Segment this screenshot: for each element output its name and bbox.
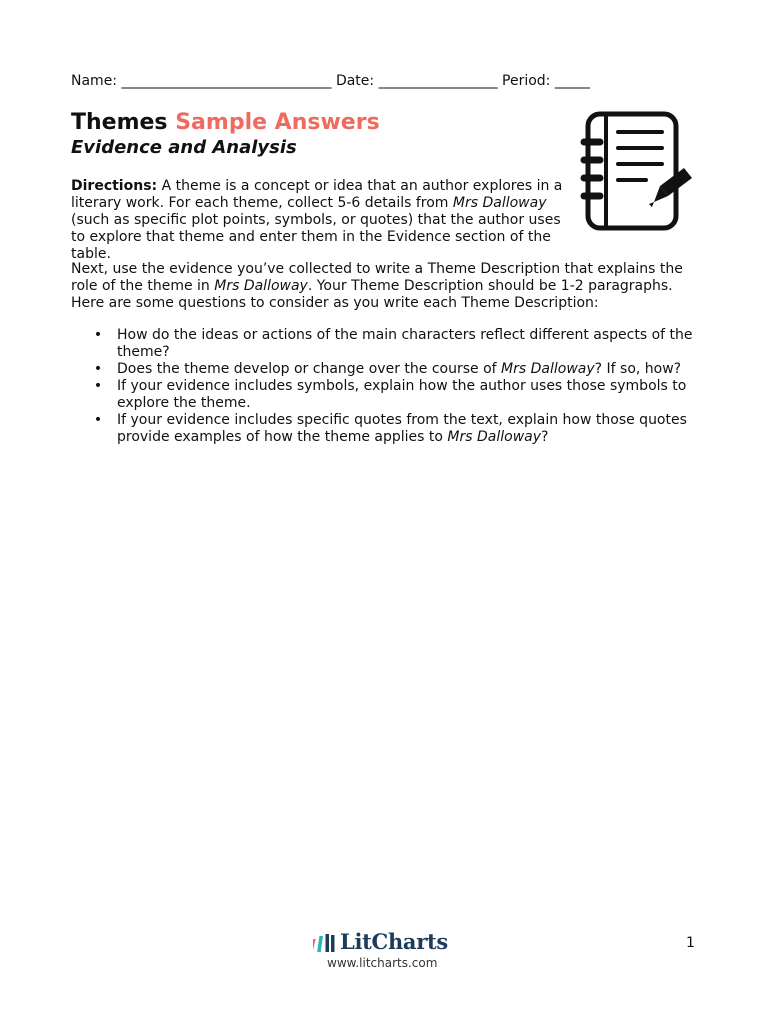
directions-paragraph [71,178,571,263]
bullet-text: If your evidence includes symbols, explain how the author uses those symbols to explore the theme. [117,378,687,411]
bullet-text: How do the ideas or actions of the main characters reflect different aspects of the theme? [117,327,693,360]
question-list [71,327,701,446]
next-text-2: . Your Theme Description should be 1-2 paragraphs. Here are some questions to consider as you write each Theme Description: [71,278,673,311]
name-blank: ______________________________ [121,73,332,89]
logo-wordmark: LitCharts [340,929,448,954]
book-title: Mrs Dalloway [452,195,547,211]
bullet-text: Does the theme develop or change over the course of [117,361,502,377]
bullet-icon: • [93,361,103,377]
period-label: Period: [502,73,551,89]
directions-text-1: A theme is a concept or idea that an author explores in a literary work. For each theme, collect 5-6 details from [71,178,563,211]
bullet-icon: • [93,378,103,394]
page-title [71,108,380,138]
title-main: Themes [71,110,168,135]
site-url[interactable]: www.litcharts.com [327,956,438,970]
directions-label: Directions: [71,178,158,194]
bullet-text: ? If so, how? [594,361,682,377]
student-info-line [71,72,671,90]
period-blank: _____ [554,73,590,89]
title-accent: Sample Answers [175,110,380,135]
book-title: Mrs Dalloway [447,429,542,445]
book-title: Mrs Dalloway [501,361,595,377]
bullet-text: ? [541,429,549,445]
notebook-pencil-icon [576,108,696,234]
bullet-text: If your evidence includes specific quotes from the text, explain how those quotes provide examples of how the theme applies to [117,412,687,445]
name-label: Name: [71,73,118,89]
bullet-icon: • [93,327,103,343]
list-item [71,327,701,361]
next-text-1: Next, use the evidence you’ve collected to write a Theme Description that explains the role of the theme in [71,261,683,294]
next-paragraph [71,261,691,312]
date-blank: _________________ [378,73,498,89]
directions-text-2: (such as specific plot points, symbols, or quotes) that the author uses to explore that theme and enter them in the Evidence section of the table. [71,212,561,262]
list-item [71,378,701,412]
page-subtitle: Evidence and Analysis [71,137,297,158]
book-title: Mrs Dalloway [214,278,308,294]
list-item [71,361,701,378]
bullet-icon: • [93,412,103,428]
date-label: Date: [335,73,375,89]
litcharts-logo[interactable] [313,929,463,973]
list-item [71,412,701,446]
page-number: 1 [686,935,695,951]
litcharts-bars-icon [313,932,337,952]
